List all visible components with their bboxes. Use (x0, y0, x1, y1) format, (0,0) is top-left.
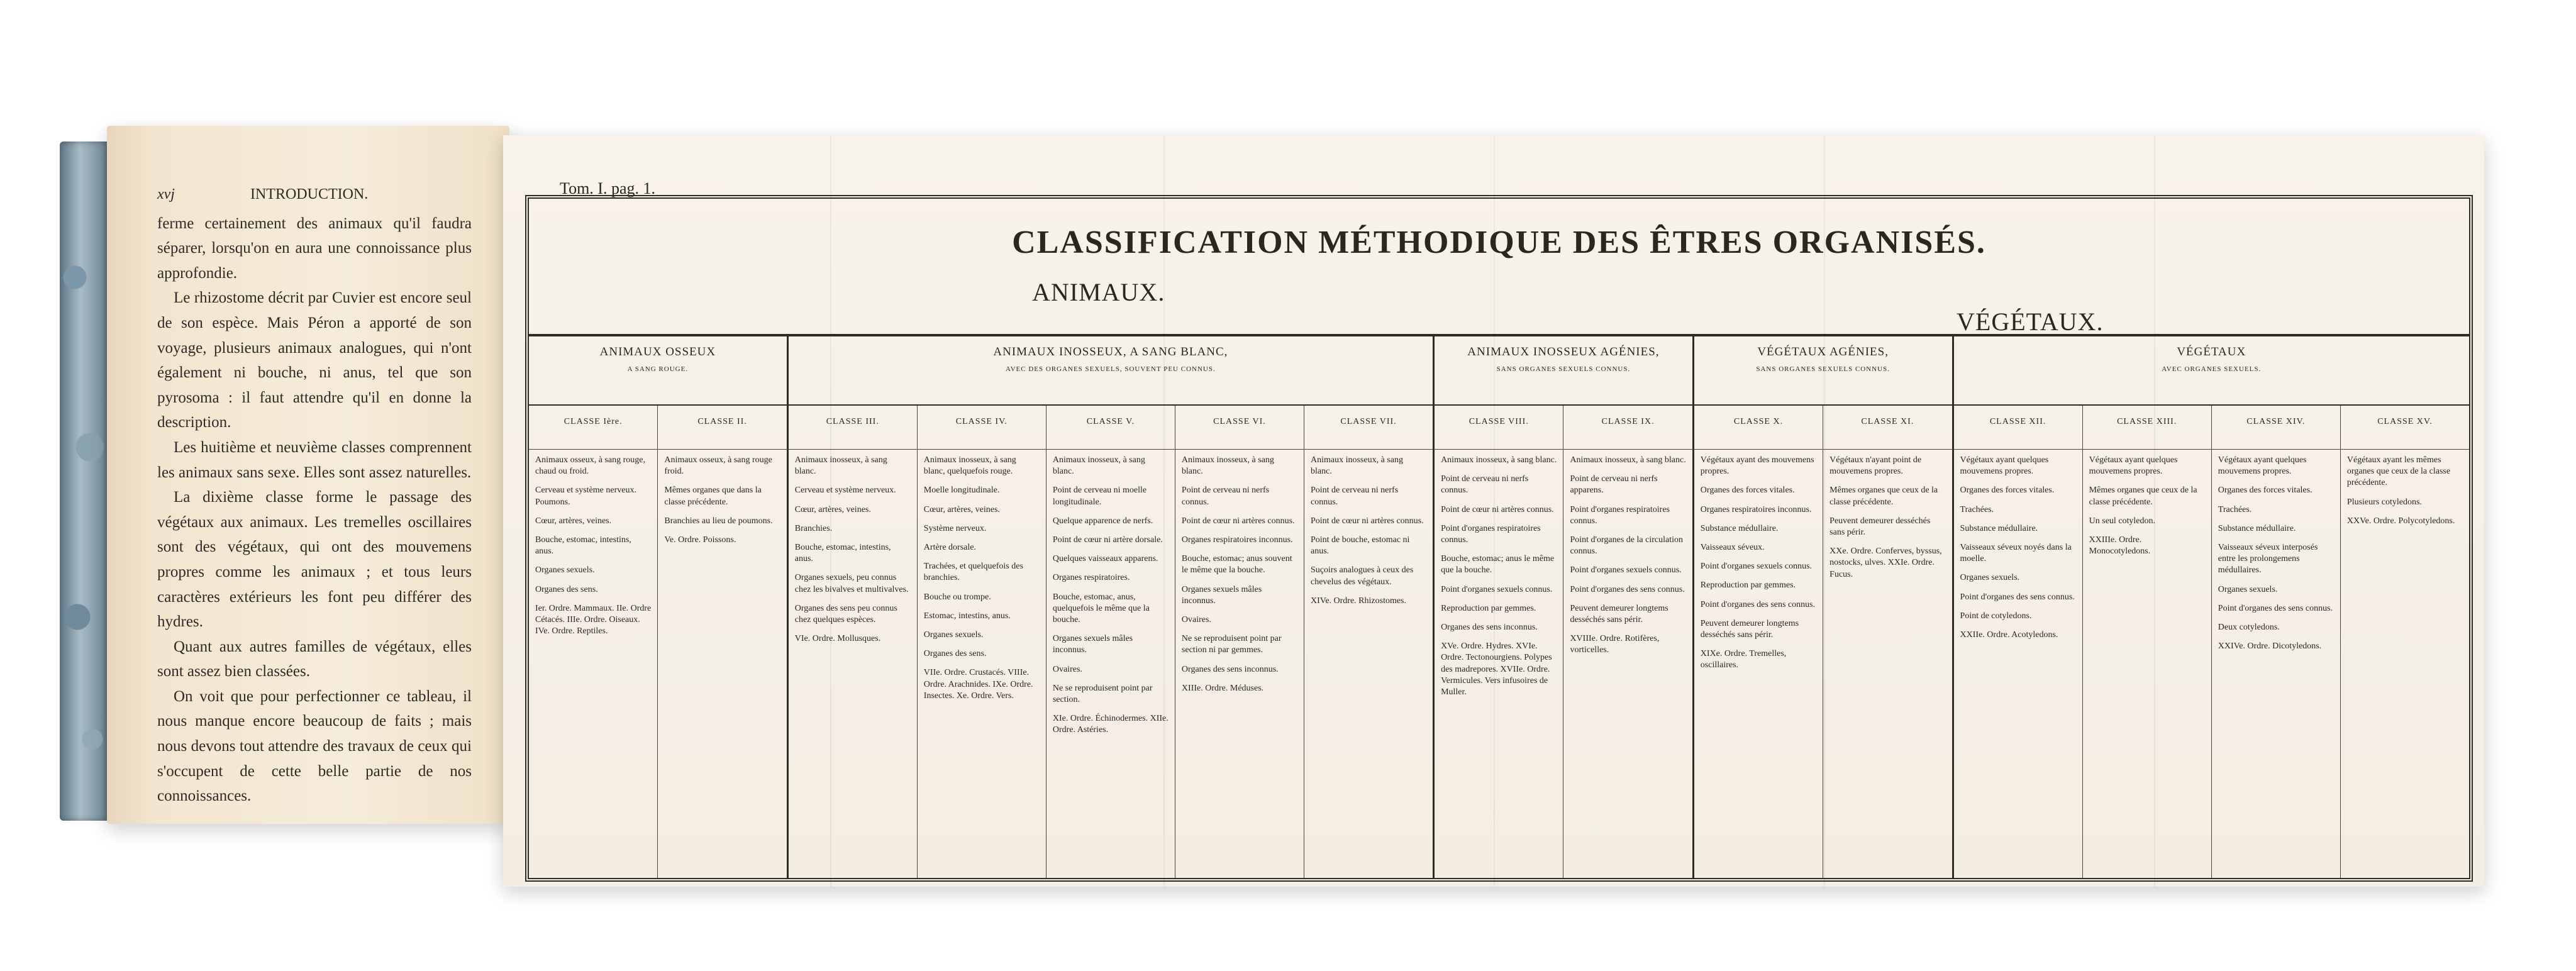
class-columns (1954, 406, 2469, 878)
class-characteristic: Bouche, estomac; anus le même que la bouche. (1441, 554, 1555, 575)
class-characteristic: Organes sexuels mâles inconnus. (1052, 634, 1133, 655)
running-head-title: INTRODUCTION. (250, 186, 369, 203)
paragraph: ferme certainement des animaux qu'il faudra séparer, lorsqu'on en aura une connoissance plus approfondie. (157, 214, 472, 282)
class-description (529, 450, 657, 650)
class-column (1304, 406, 1433, 878)
class-characteristic: Végétaux ayant quelques mouvemens propres. (2218, 455, 2307, 477)
class-group (1435, 336, 1694, 878)
class-characteristic: XXIIe. Ordre. Acotyledons. (1960, 630, 2058, 640)
class-description (1175, 450, 1304, 707)
class-label: CLASSE V. (1046, 406, 1175, 450)
group-subtitle: A SANG ROUGE. (627, 365, 689, 373)
class-characteristic: Cerveau et système nerveux. Poumons. (535, 486, 636, 507)
class-characteristic: Point de cœur ni artère dorsale. (1052, 535, 1163, 545)
group-header (1694, 336, 1952, 406)
class-columns (1435, 406, 1692, 878)
paragraph: On voit que pour perfectionner ce tableau, il nous manque encore beaucoup de faits ; mais nous devons tout attendre des travaux de ceux qui s'occupent de cette belle partie de nos connoissances. (157, 687, 472, 805)
class-characteristic: Cerveau et système nerveux. (794, 486, 896, 496)
page-number: xvj (157, 186, 175, 203)
class-label: CLASSE VI. (1175, 406, 1304, 450)
table-frame (525, 195, 2473, 882)
class-characteristic: Bouche, estomac; anus souvent le même que la bouche. (1181, 554, 1292, 575)
class-characteristic: Végétaux ayant des mouvemens propres. (1700, 455, 1814, 477)
class-characteristic: Animaux inosseux, à sang blanc. (794, 455, 887, 477)
class-characteristic: Animaux osseux, à sang rouge froid. (664, 455, 772, 477)
book-spine (60, 141, 110, 821)
class-characteristic: VIe. Ordre. Mollusques. (794, 634, 881, 644)
class-characteristic: Quelques vaisseaux apparens. (1052, 554, 1158, 564)
group-header (789, 336, 1433, 406)
group-subtitle: AVEC DES ORGANES SEXUELS, SOUVENT PEU CONNUS. (1006, 365, 1216, 373)
class-characteristic: Ovaires. (1052, 664, 1082, 674)
class-label: CLASSE VII. (1304, 406, 1433, 450)
class-group (789, 336, 1435, 878)
class-characteristic: XVe. Ordre. Hydres. XVIe. Ordre. Tectonourgiens. Polypes des madrepores. XVIIe. Ordre. Vermicules. Vers infusoires de Muller. (1441, 641, 1552, 697)
class-description (658, 450, 786, 558)
class-characteristic: Bouche, estomac, intestins, anus. (535, 535, 631, 557)
class-characteristic: Point d'organes des sens connus. (1700, 599, 1816, 609)
class-column (2212, 406, 2341, 878)
class-characteristic: Ve. Ordre. Poissons. (664, 535, 736, 545)
class-characteristic: Organes sexuels. (923, 630, 984, 640)
class-characteristic: Organes respiratoires inconnus. (1700, 504, 1812, 514)
class-characteristic: XIVe. Ordre. Rhizostomes. (1310, 596, 1407, 606)
class-characteristic: Animaux inosseux, à sang blanc. (1052, 455, 1145, 477)
class-characteristic: Animaux inosseux, à sang blanc. (1310, 455, 1403, 477)
class-characteristic: Peuvent demeurer desséchés sans périr. (1829, 516, 1931, 538)
class-description (1304, 450, 1433, 619)
class-characteristic: Bouche, estomac, anus, quelquefois le même que la bouche. (1052, 592, 1150, 625)
class-characteristic: Estomac, intestins, anus. (923, 611, 1011, 621)
class-characteristic: Branchies. (794, 523, 833, 533)
class-characteristic: Bouche ou trompe. (923, 592, 991, 602)
table-title: CLASSIFICATION MÉTHODIQUE DES ÊTRES ORGANISÉS. (1012, 225, 1986, 260)
class-column (789, 406, 918, 878)
class-characteristic: Point de cœur ni artères connus. (1310, 516, 1424, 526)
group-name: ANIMAUX INOSSEUX AGÉNIES, (1467, 345, 1660, 358)
class-characteristic: Mêmes organes que dans la classe précédente. (664, 486, 762, 507)
paragraph: Les huitième et neuvième classes comprennent les animaux sans sexe. Elles sont assez naturelles. (157, 438, 472, 481)
class-characteristic: Végétaux ayant quelques mouvemens propres. (2089, 455, 2178, 477)
class-characteristic: Point de cerveau ni nerfs apparens. (1570, 474, 1658, 496)
class-characteristic: Cœur, artères, veines. (535, 516, 612, 526)
class-characteristic: Ovaires. (1181, 615, 1211, 625)
group-subtitle: SANS ORGANES SEXUELS CONNUS. (1496, 365, 1631, 373)
class-characteristic: Branchies au lieu de poumons. (664, 516, 773, 526)
class-description (1694, 450, 1823, 684)
class-characteristic: XXIVe. Ordre. Dicotyledons. (2218, 641, 2322, 652)
class-characteristic: Vaisseaux séveux interposés entre les prolongemens médullaires. (2218, 543, 2318, 575)
class-label: CLASSE XV. (2341, 406, 2469, 450)
class-characteristic: Peuvent demeurer longtems desséchés sans périr. (1570, 603, 1668, 625)
class-description (2212, 450, 2340, 665)
class-characteristic: Point d'organes respiratoires connus. (1570, 504, 1670, 526)
class-characteristic: Moelle longitudinale. (923, 486, 1000, 496)
class-characteristic: XIXe. Ordre. Tremelles, oscillaires. (1700, 649, 1787, 670)
class-characteristic: Animaux osseux, à sang rouge, chaud ou froid. (535, 455, 645, 477)
group-header (1954, 336, 2469, 406)
class-characteristic: Organes sexuels. (535, 565, 595, 575)
class-characteristic: Organes des sens. (535, 584, 598, 594)
class-label: CLASSE Ière. (529, 406, 657, 450)
class-characteristic: Animaux inosseux, à sang blanc, quelquefois rouge. (923, 455, 1016, 477)
class-characteristic: Cœur, artères, veines. (794, 504, 871, 514)
class-description (1046, 450, 1175, 749)
class-characteristic: Un seul cotyledon. (2089, 516, 2156, 526)
class-description (2341, 450, 2469, 540)
class-characteristic: Organes des sens inconnus. (1441, 623, 1538, 633)
paragraph: Le rhizostome décrit par Cuvier est encore seul de son espèce. Mais Péron a apporté de son voyage, plusieurs animaux analogues, qui n'ont également ni bouche, ni anus, tel que son pyrosoma : il faut attendre qu'il en donne la description. (157, 289, 472, 431)
class-column (1823, 406, 1951, 878)
foldout-table-sheet (503, 135, 2484, 887)
class-characteristic: Reproduction par gemmes. (1700, 580, 1796, 591)
class-characteristic: Animaux inosseux, à sang blanc. (1441, 455, 1557, 465)
class-column (2341, 406, 2469, 878)
class-characteristic: Organes des forces vitales. (1960, 486, 2055, 496)
class-group (529, 336, 789, 878)
class-label: CLASSE IX. (1563, 406, 1692, 450)
class-label: CLASSE VIII. (1435, 406, 1563, 450)
class-label: CLASSE IV. (918, 406, 1046, 450)
class-characteristic: Organes des sens inconnus. (1181, 664, 1279, 674)
class-label: CLASSE XI. (1823, 406, 1951, 450)
group-name: VÉGÉTAUX AGÉNIES, (1757, 345, 1889, 358)
class-characteristic: Peuvent demeurer longtems desséchés sans périr. (1700, 618, 1799, 640)
class-description (918, 450, 1046, 714)
class-label: CLASSE II. (658, 406, 786, 450)
class-characteristic: Système nerveux. (923, 523, 987, 533)
group-header (529, 336, 787, 406)
class-characteristic: Point de cœur ni artères connus. (1441, 504, 1554, 514)
class-group (1954, 336, 2469, 878)
class-column (2083, 406, 2212, 878)
class-characteristic: Mêmes organes que ceux de la classe précédente. (2089, 486, 2197, 507)
running-head (157, 182, 472, 208)
group-subtitle: SANS ORGANES SEXUELS CONNUS. (1756, 365, 1890, 373)
class-characteristic: Point d'organes sexuels connus. (1441, 584, 1553, 594)
class-characteristic: Substance médullaire. (1700, 523, 1779, 533)
class-characteristic: Reproduction par gemmes. (1441, 603, 1536, 613)
class-characteristic: Point de cerveau ni nerfs connus. (1181, 486, 1270, 507)
paragraph: Quant aux autres familles de végétaux, elles sont assez bien classées. (157, 638, 472, 680)
class-characteristic: Point d'organes sexuels connus. (1700, 562, 1813, 572)
group-name: VÉGÉTAUX (2177, 345, 2246, 358)
class-columns (529, 406, 787, 878)
class-characteristic: Point d'organes respiratoires connus. (1441, 523, 1541, 545)
class-characteristic: XXe. Ordre. Conferves, byssus, nostocks, ulves. XXIe. Ordre. Fucus. (1829, 547, 1942, 579)
class-characteristic: XXIIIe. Ordre. Monocotyledons. (2089, 535, 2151, 557)
class-column (1046, 406, 1175, 878)
class-characteristic: Point de cœur ni artères connus. (1181, 516, 1295, 526)
class-characteristic: Point de cerveau ni moelle longitudinale. (1052, 486, 1147, 507)
class-column (1563, 406, 1692, 878)
class-characteristic: Vaisseaux séveux. (1700, 543, 1765, 553)
class-characteristic: Animaux inosseux, à sang blanc. (1181, 455, 1274, 477)
class-characteristic: Artère dorsale. (923, 543, 976, 553)
class-label: CLASSE XIII. (2083, 406, 2211, 450)
class-characteristic: Organes respiratoires inconnus. (1181, 535, 1293, 545)
class-characteristic: Ne se reproduisent point par section. (1052, 683, 1153, 705)
paragraph: La dixième classe forme le passage des végétaux aux animaux. Les tremelles oscillaires sont des végétaux, qui ont des mouvemens propres comme les animaux ; et tous leurs caractères extérieurs les font peu différer des hydres. (157, 489, 472, 631)
class-column (918, 406, 1046, 878)
class-characteristic: Point de bouche, estomac ni anus. (1310, 535, 1410, 557)
group-subtitle: AVEC ORGANES SEXUELS. (2162, 365, 2262, 373)
class-characteristic: XIe. Ordre. Échinodermes. XIIe. Ordre. Astéries. (1052, 714, 1169, 735)
class-characteristic: Point de cerveau ni nerfs connus. (1310, 486, 1399, 507)
group-name: ANIMAUX OSSEUX (599, 345, 716, 358)
class-label: CLASSE XIV. (2212, 406, 2340, 450)
class-characteristic: Substance médullaire. (1960, 523, 2038, 533)
kingdom-animaux: ANIMAUX. (1032, 278, 1165, 306)
class-characteristic: Trachées. (1960, 504, 1994, 514)
class-description (1954, 450, 2082, 653)
class-characteristic: Organes des forces vitales. (2218, 486, 2312, 496)
class-label: CLASSE III. (789, 406, 917, 450)
class-characteristic: Point d'organes des sens connus. (1570, 584, 1685, 594)
class-characteristic: Organes sexuels, peu connus chez les bivalves et multivalves. (794, 573, 909, 594)
class-description (2083, 450, 2211, 570)
group-name: ANIMAUX INOSSEUX, A SANG BLANC, (993, 345, 1228, 358)
class-group (1694, 336, 1954, 878)
class-characteristic: Bouche, estomac, intestins, anus. (794, 543, 891, 564)
class-description (1823, 450, 1951, 593)
class-characteristic: Mêmes organes que ceux de la classe précédente. (1829, 486, 1938, 507)
class-characteristic: Trachées, et quelquefois des branchies. (923, 562, 1023, 583)
class-column (529, 406, 658, 878)
class-characteristic: Organes sexuels. (2218, 584, 2278, 594)
class-characteristic: Ier. Ordre. Mammaux. IIe. Ordre Cétacés. IIIe. Ordre. Oiseaux. IVe. Ordre. Reptiles. (535, 603, 652, 636)
class-characteristic: XVIIIe. Ordre. Rotifères, vorticelles. (1570, 634, 1660, 655)
classification-grid (529, 334, 2469, 878)
class-characteristic: Substance médullaire. (2218, 523, 2296, 533)
class-characteristic: Vaisseaux séveux noyés dans la moelle. (1960, 543, 2072, 564)
class-characteristic: Point de cotyledons. (1960, 611, 2032, 621)
class-columns (789, 406, 1433, 878)
left-page-text (157, 182, 472, 809)
class-characteristic: Suçoirs analogues à ceux des chevelus des végétaux. (1310, 565, 1414, 587)
class-characteristic: Deux cotyledons. (2218, 623, 2280, 633)
class-characteristic: XXVe. Ordre. Polycotyledons. (2346, 516, 2455, 526)
class-characteristic: Organes des sens peu connus chez quelques espèces. (794, 603, 897, 625)
class-column (1175, 406, 1304, 878)
class-characteristic: Organes sexuels mâles inconnus. (1181, 584, 1262, 606)
class-characteristic: Organes respiratoires. (1052, 573, 1130, 583)
class-columns (1694, 406, 1952, 878)
class-characteristic: VIIe. Ordre. Crustacés. VIIIe. Ordre. Arachnides. IXe. Ordre. Insectes. Xe. Ordre. Vers. (923, 668, 1033, 701)
class-column (1435, 406, 1563, 878)
class-label: CLASSE X. (1694, 406, 1823, 450)
class-characteristic: Organes des sens. (923, 649, 987, 659)
class-characteristic: Plusieurs cotyledons. (2346, 497, 2422, 507)
group-header (1435, 336, 1692, 406)
class-column (1954, 406, 2083, 878)
class-column (1694, 406, 1823, 878)
volume-reference: Tom. I. pag. 1. (560, 179, 655, 197)
class-description (1435, 450, 1563, 711)
class-characteristic: Organes des forces vitales. (1700, 486, 1795, 496)
class-characteristic: Végétaux n'ayant point de mouvemens propres. (1829, 455, 1922, 477)
left-page (107, 126, 509, 824)
class-label: CLASSE XII. (1954, 406, 2082, 450)
class-characteristic: Point d'organes des sens connus. (1960, 592, 2075, 602)
class-characteristic: Organes sexuels. (1960, 573, 2020, 583)
class-characteristic: Point d'organes de la circulation connus. (1570, 535, 1683, 557)
class-characteristic: Ne se reproduisent point par section ni par gemmes. (1181, 634, 1282, 655)
class-characteristic: Animaux inosseux, à sang blanc. (1570, 455, 1686, 465)
class-characteristic: Cœur, artères, veines. (923, 504, 1000, 514)
class-characteristic: Point d'organes des sens connus. (2218, 603, 2333, 613)
class-characteristic: Trachées. (2218, 504, 2252, 514)
class-description (1563, 450, 1692, 669)
class-description (789, 450, 917, 657)
class-characteristic: Point de cerveau ni nerfs connus. (1441, 474, 1529, 496)
class-characteristic: Végétaux ayant quelques mouvemens propres. (1960, 455, 2049, 477)
class-characteristic: Végétaux ayant les mêmes organes que ceux de la classe précédente. (2346, 455, 2451, 488)
class-characteristic: XIIIe. Ordre. Méduses. (1181, 683, 1264, 693)
class-characteristic: Point d'organes sexuels connus. (1570, 565, 1682, 575)
class-characteristic: Quelque apparence de nerfs. (1052, 516, 1153, 526)
kingdom-vegetaux: VÉGÉTAUX. (1957, 308, 2104, 336)
class-column (658, 406, 786, 878)
